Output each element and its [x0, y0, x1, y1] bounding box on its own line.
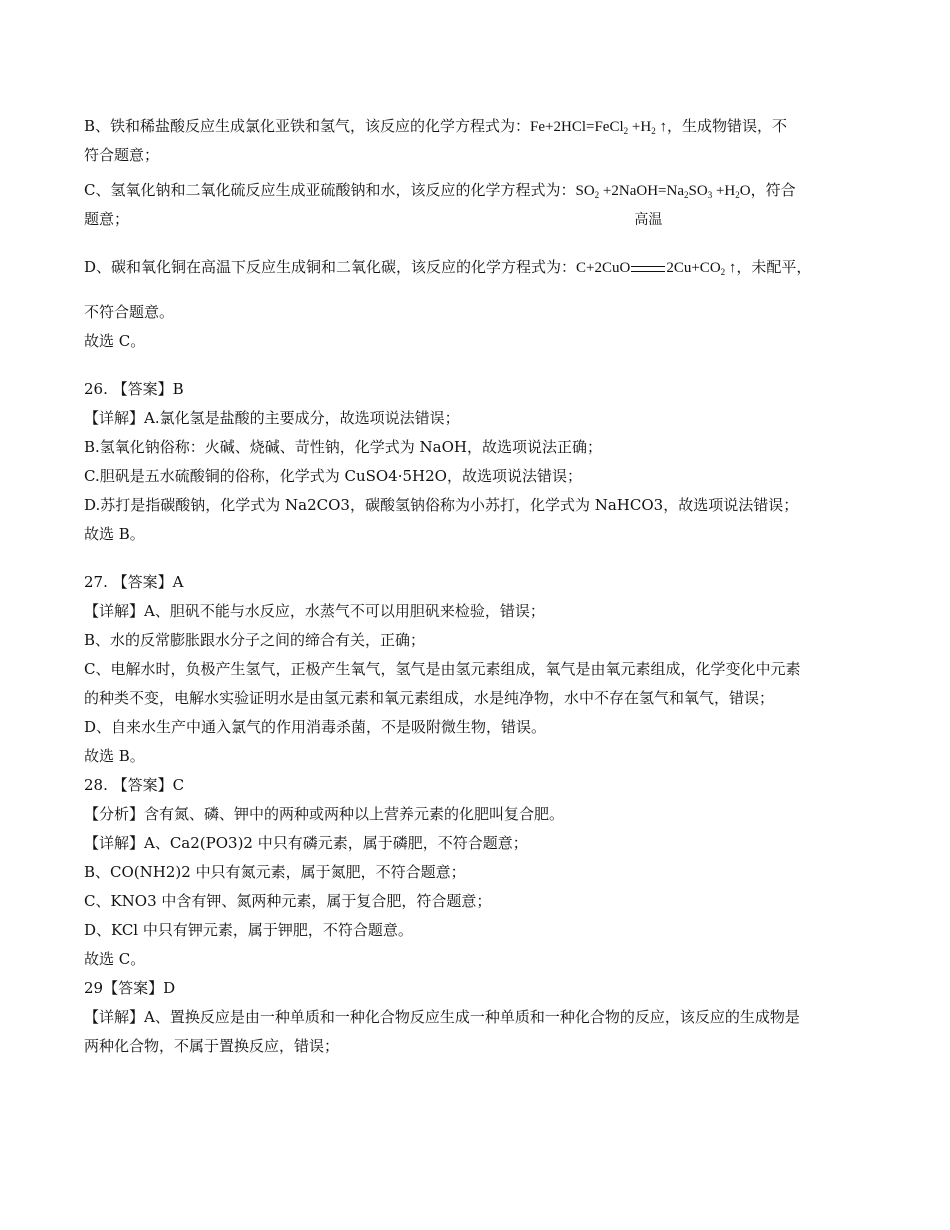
double-line-sign: [631, 266, 665, 272]
document-page: [84, 112, 874, 1061]
q29-answer-header: 29【答案】D: [84, 979, 176, 997]
q27-line: D、自来水生产中通入氯气的作用消毒杀菌，不是吸附微生物，错误。: [84, 718, 547, 736]
q25-option-b-line1: B、铁和稀盐酸反应生成氯化亚铁和氢气，该反应的化学方程式为：Fe+2HCl=FeCl$_2$ $+H_2$ ↑，生成物错误，不: [84, 117, 787, 136]
q27-line: C、电解水时，负极产生氢气，正极产生氧气，氢气是由氢元素组成，氧气是由氧元素组成，化学变化中元素: [84, 660, 801, 678]
q28-conclusion: 故选 C。: [84, 950, 146, 968]
q25-option-d-line1: D、碳和氧化铜在高温下反应生成铜和二氧化碳，该反应的化学方程式为：C+2CuO 高温 $2Cu+CO_2$ ↑，未配平，: [84, 234, 874, 284]
q25-option-c-line2: 题意；: [84, 210, 130, 228]
q27-answer-header: 27. 【答案】A: [84, 573, 184, 591]
q25-option-c-line1: C、氢氧化钠和二氧化硫反应生成亚硫酸钠和水，该反应的化学方程式为：$SO_2$ $+2NaOH=Na_2SO_3 +H_2O$，符合: [84, 181, 796, 200]
q27-conclusion: 故选 B。: [84, 747, 145, 765]
q25-option-b-equation: Fe+2HCl=FeCl$_2$ $+H_2$ ↑: [530, 119, 667, 136]
q25-option-d-line2: 不符合题意。: [84, 303, 175, 321]
q25-option-b-line2: 符合题意；: [84, 146, 160, 164]
q27-line: 【详解】A、胆矾不能与水反应，水蒸气不可以用胆矾来检验，错误；: [84, 602, 545, 620]
q28-line: 【详解】A、Ca2(PO3)2 中只有磷元素，属于磷肥，不符合题意；: [84, 834, 528, 852]
q25-option-d-equation: C+2CuO 高温 $2Cu+CO_2$ ↑: [576, 260, 736, 276]
q27-line: B、水的反常膨胀跟水分子之间的缔合有关，正确；: [84, 631, 426, 649]
q29-line: 两种化合物，不属于置换反应，错误；: [84, 1037, 340, 1055]
q26-line: C.胆矾是五水硫酸铜的俗称，化学式为 CuSO4·5H2O，故选项说法错误；: [84, 467, 582, 485]
q28-line: D、KCl 中只有钾元素，属于钾肥，不符合题意。: [84, 921, 413, 939]
reaction-condition: 高温: [630, 235, 666, 301]
q26-line: 【详解】A.氯化氢是盐酸的主要成分，故选项说法错误；: [84, 409, 460, 427]
q26-line: D.苏打是指碳酸钠，化学式为 Na2CO3，碳酸氢钠俗称为小苏打，化学式为 NaHCO3，故选项说法错误；: [84, 496, 799, 514]
q28-answer-header: 28. 【答案】C: [84, 776, 185, 794]
q25-conclusion: 故选 C。: [84, 332, 146, 350]
q26-line: B.氢氧化钠俗称：火碱、烧碱、苛性钠，化学式为 NaOH，故选项说法正确；: [84, 438, 603, 456]
q29-line: 【详解】A、置换反应是由一种单质和一种化合物反应生成一种单质和一种化合物的反应，该反应的生成物是: [84, 1008, 800, 1026]
q25-option-c-equation: $SO_2$ $+2NaOH=Na_2SO_3 +H_2O$: [575, 183, 751, 200]
q27-line: 的种类不变，电解水实验证明水是由氢元素和氧元素组成，水是纯净物，水中不存在氢气和氧气，错误；: [84, 689, 775, 707]
q26-answer-header: 26. 【答案】B: [84, 380, 184, 398]
q26-conclusion: 故选 B。: [84, 525, 145, 543]
q28-line: 【分析】含有氮、磷、钾中的两种或两种以上营养元素的化肥叫复合肥。: [84, 805, 565, 823]
q28-line: B、CO(NH2)2 中只有氮元素，属于氮肥，不符合题意；: [84, 863, 466, 881]
q28-line: C、KNO3 中含有钾、氮两种元素，属于复合肥，符合题意；: [84, 892, 492, 910]
